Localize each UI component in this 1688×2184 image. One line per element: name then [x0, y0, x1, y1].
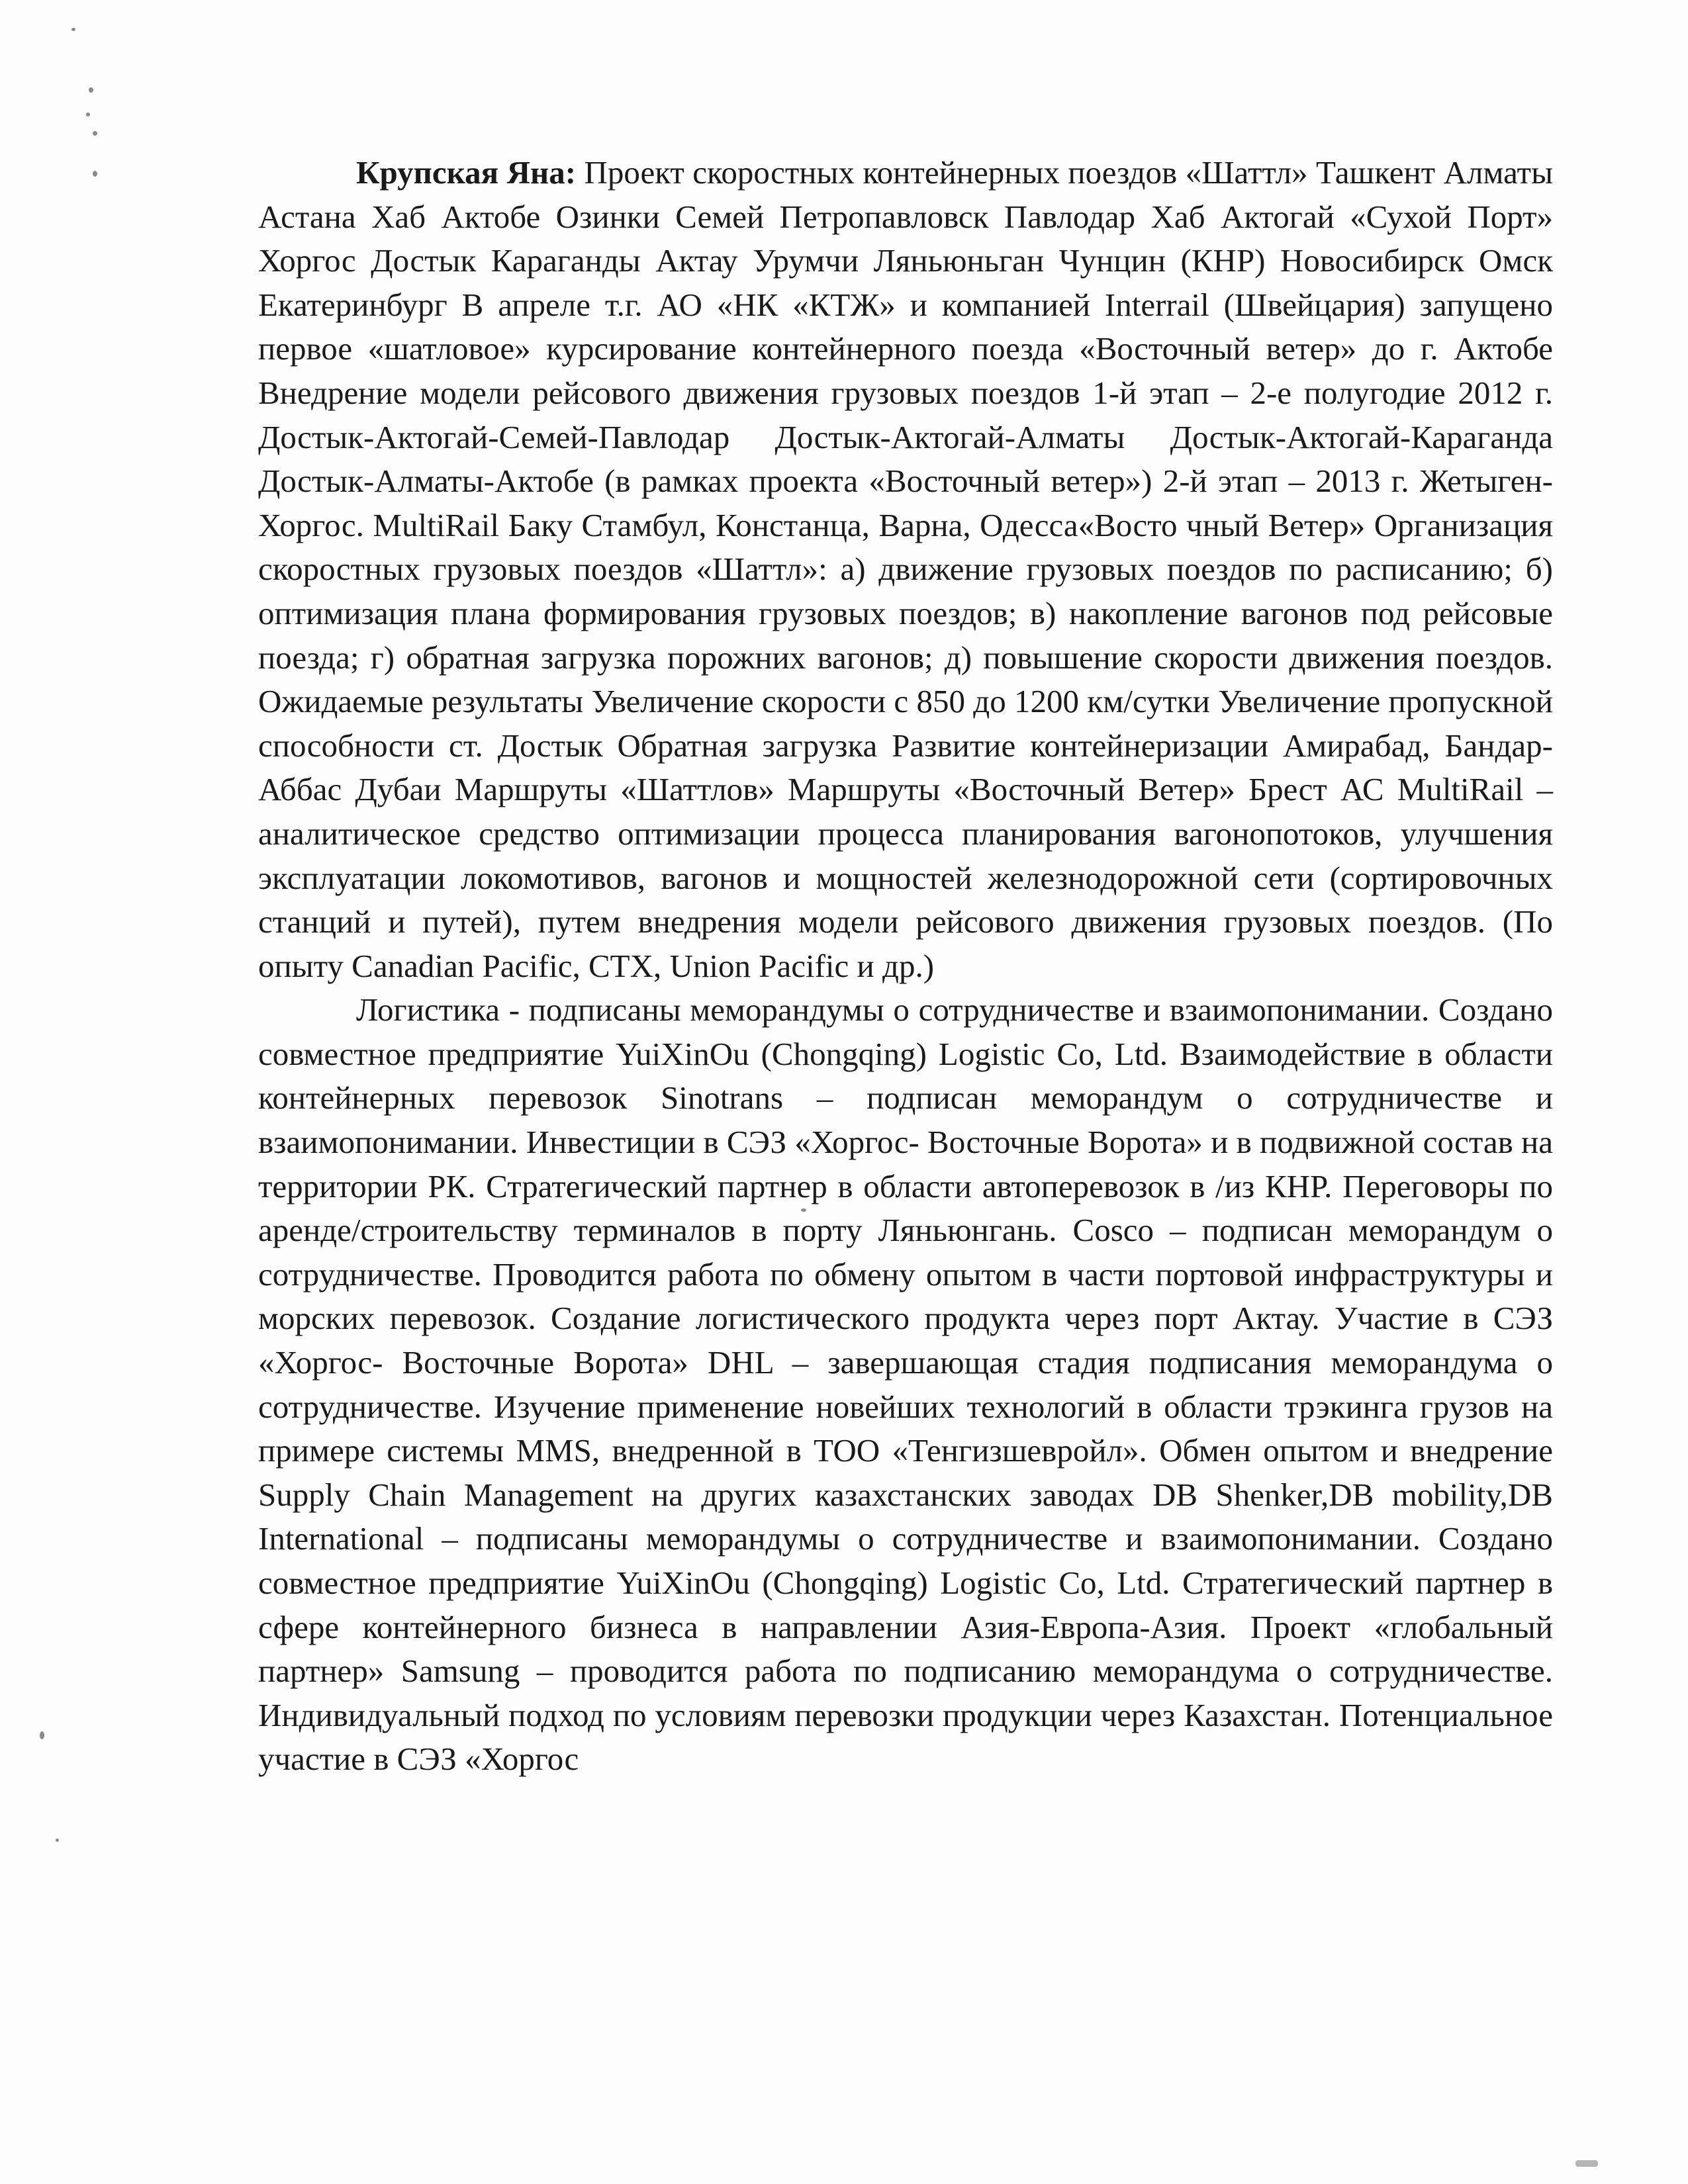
document-body: [258, 151, 1553, 1782]
paragraph-2: [258, 988, 1553, 1782]
paragraph-2-text: Логистика - подписаны меморандумы о сотрудничестве и взаимопонимании. Создано совместное предприятие YuiXinOu (Chongqing) Logistic Co, Ltd. Взаимодействие в области контейнерных перевозок Sinotrans – подписан меморандум о сотрудничестве и взаимопонимании. Инвестиции в СЭЗ «Хоргос- Восточные Ворота» и в подвижной состав на территории РК. Стратегический партнер в области автоперевозок в /из КНР. Переговоры по аренде/строительству терминалов в порту Ляньюнгань. Cosco – подписан меморандум о сотрудничестве. Проводится работа по обмену опытом в части портовой инфраструктуры и морских перевозок. Создание логистического продукта через порт Актау. Участие в СЭЗ «Хоргос- Восточные Ворота» DHL – завершающая стадия подписания меморандума о сотрудничестве. Изучение применение новейших технологий в области трэкинга грузов на примере системы MMS, внедренной в ТОО «Тенгизшевройл». Обмен опытом и внедрение Supply Chain Management на других казахстанских заводах DB Shenker,DB mobility,DB International – подписаны меморандумы о сотрудничестве и взаимопонимании. Создано совместное предприятие YuiXinOu (Chongqing) Logistic Co, Ltd. Стратегический партнер в сфере контейнерного бизнеса в направлении Азия-Европа-Азия. Проект «глобальный партнер» Samsung – проводится работа по подписанию меморандума о сотрудничестве. Индивидуальный подход по условиям перевозки продукции через Казахстан. Потенциальное участие в СЭЗ «Хоргос: [258, 991, 1553, 1778]
paragraph-1: [258, 151, 1553, 988]
speaker-name: Крупская Яна:: [356, 154, 577, 191]
scan-speck: [40, 1731, 44, 1739]
scan-speck: [89, 87, 93, 93]
scan-speck: [93, 131, 97, 136]
scan-speck: [93, 171, 97, 177]
scan-speck: [86, 113, 90, 116]
paragraph-1-text: Проект скоростных контейнерных поездов «Шаттл» Ташкент Алматы Астана Хаб Актобе Озинки Семей Петропавловск Павлодар Хаб Актогай «Сухой Порт» Хоргос Достык Караганды Актау Урумчи Ляньюньган Чунцин (КНР) Новосибирск Омск Екатеринбург В апреле т.г. АО «НК «КТЖ» и компанией Interrail (Швейцария) запущено первое «шатловое» курсирование контейнерного поезда «Восточный ветер» до г. Актобе Внедрение модели рейсового движения грузовых поездов 1-й этап – 2-е полугодие 2012 г. Достык-Актогай-Семей-Павлодар Достык-Актогай-Алматы Достык-Актогай-Караганда Достык-Алматы-Актобе (в рамках проекта «Восточный ветер») 2-й этап – 2013 г. Жетыген-Хоргос. MultiRail Баку Стамбул, Констанца, Варна, Одесса«Восто чный Ветер» Организация скоростных грузовых поездов «Шаттл»: а) движение грузовых поездов по расписанию; б) оптимизация плана формирования грузовых поездов; в) накопление вагонов под рейсовые поезда; г) обратная загрузка порожних вагонов; д) повышение скорости движения поездов. Ожидаемые результаты Увеличение скорости с 850 до 1200 км/сутки Увеличение пропускной способности ст. Достык Обратная загрузка Развитие контейнеризации Амирабад, Бандар-Аббас Дубаи Маршруты «Шаттлов» Маршруты «Восточный Ветер» Брест АС MultiRail – аналитическое средство оптимизации процесса планирования вагонопотоков, улучшения эксплуатации локомотивов, вагонов и мощностей железнодорожной сети (сортировочных станций и путей), путем внедрения модели рейсового движения грузовых поездов. (По опыту Canadian Pacific, CTX, Union Pacific и др.): [258, 154, 1553, 984]
scan-speck: [56, 1839, 59, 1842]
scan-speck: [1575, 2160, 1598, 2167]
scan-speck: [71, 28, 75, 31]
